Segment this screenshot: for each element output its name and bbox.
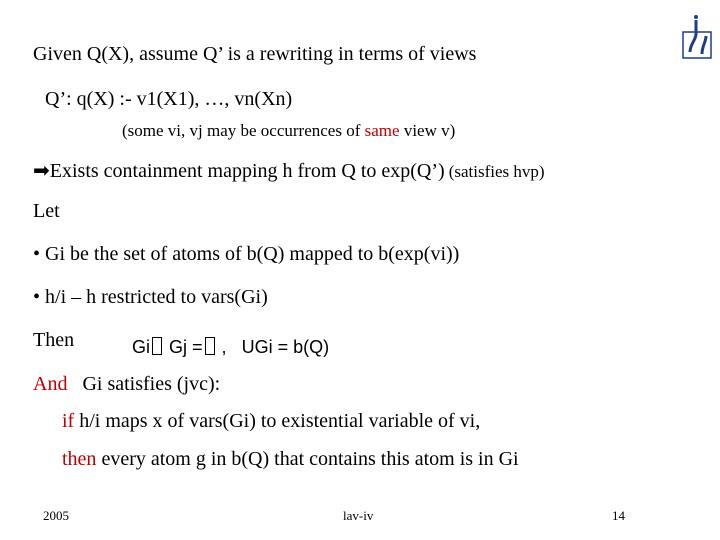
line-1: Given Q(X), assume Q’ is a rewriting in terms of views	[33, 43, 477, 65]
then-red: then	[62, 448, 97, 470]
then-line	[62, 448, 519, 471]
then-rest: every atom g in b(Q) that contains this atom is in Gi	[96, 448, 519, 470]
intersect-placeholder-icon	[152, 337, 162, 355]
bullet-char: •	[33, 286, 41, 308]
formula-part-3: ,	[221, 337, 227, 357]
line-3-post: view v)	[399, 121, 456, 140]
line-2: Q’: q(X) :- v1(X1), …, vn(Xn)	[45, 88, 293, 110]
if-red: if	[62, 410, 75, 432]
line-4-main: Exists containment mapping h from Q to exp(Q’)	[49, 160, 445, 182]
line-3-red: same	[364, 121, 400, 140]
bullet-2	[33, 286, 268, 309]
if-line	[62, 410, 480, 433]
line-3	[122, 121, 455, 141]
bullet-1-text: Gi be the set of atoms of b(Q) mapped to b(exp(vi))	[45, 243, 460, 265]
bullet-1	[33, 243, 459, 266]
and-rest: Gi satisfies (jvc):	[82, 373, 221, 395]
and-line	[33, 373, 220, 396]
let-label: Let	[33, 200, 60, 222]
formula	[132, 337, 329, 358]
footer-page-number: 14	[612, 508, 625, 523]
and-red: And	[33, 373, 68, 395]
union-symbol: U	[241, 337, 255, 357]
formula-part-4: Gi = b(Q)	[254, 337, 330, 357]
arrow-icon: ➡	[33, 158, 50, 182]
formula-part-2: Gj =	[169, 337, 203, 357]
formula-part-1: Gi	[132, 337, 150, 357]
logo-icon	[682, 14, 712, 60]
footer-year: 2005	[43, 508, 69, 523]
then-label: Then	[33, 329, 75, 351]
empty-set-placeholder-icon	[205, 337, 215, 355]
line-3-pre: (some vi, vj may be occurrences of	[122, 121, 365, 140]
bullet-char: •	[33, 243, 41, 265]
if-rest: h/i maps x of vars(Gi) to existential variable of vi,	[74, 410, 481, 432]
bullet-2-text: h/i – h restricted to vars(Gi)	[45, 286, 268, 308]
footer-center: lav-iv	[343, 508, 374, 523]
line-4	[33, 158, 545, 183]
line-4-small: (satisfies hvp)	[448, 162, 545, 181]
